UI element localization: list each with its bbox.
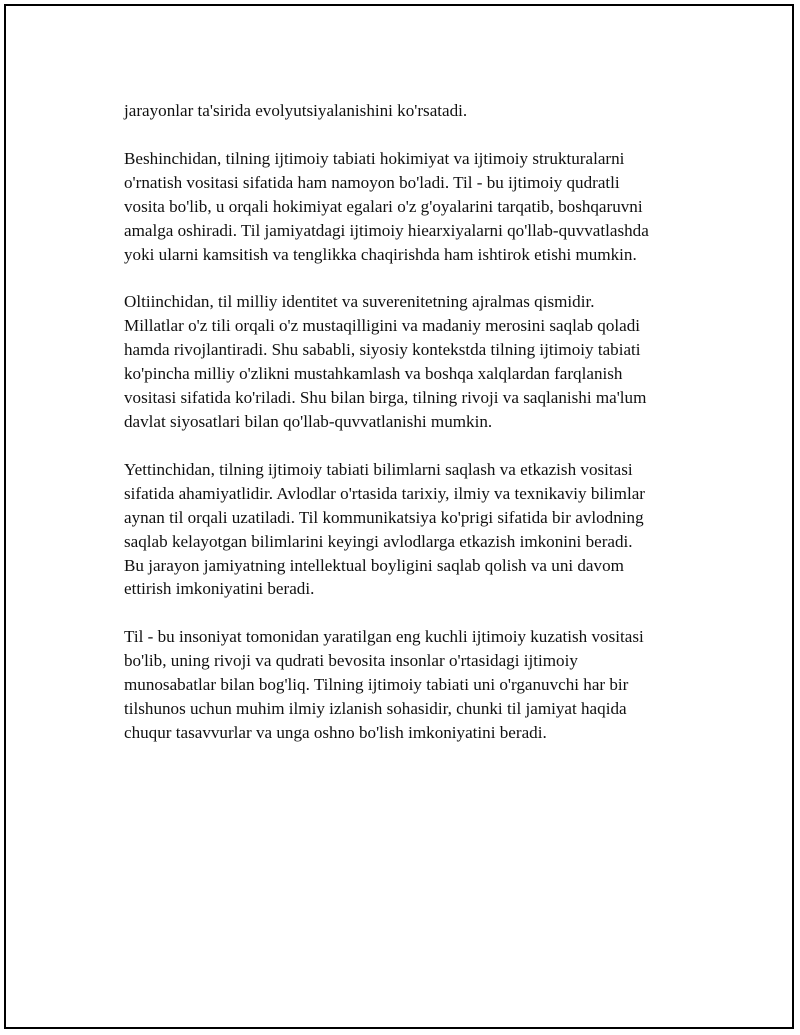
paragraph-line: aynan til orqali uzatiladi. Til kommunikatsiya ko'prigi sifatida bir avlodning: [124, 507, 644, 527]
paragraph-line: tilshunos uchun muhim ilmiy izlanish sohasidir, chunki til jamiyat haqida: [124, 699, 627, 719]
document-body: [124, 99, 704, 769]
paragraph-3: [124, 290, 704, 433]
paragraph-line: vosita bo'lib, u orqali hokimiyat egalari o'z g'oyalarini tarqatib, boshqaruvni: [124, 196, 643, 216]
paragraph-line: ko'pincha milliy o'zlikni mustahkamlash va boshqa xalqlardan farqlanish: [124, 364, 623, 384]
paragraph-line: yoki ularni kamsitish va tenglikka chaqirishda ham ishtirok etishi mumkin.: [124, 244, 637, 264]
paragraph-line: bo'lib, uning rivoji va qudrati bevosita insonlar o'rtasidagi ijtimoiy: [124, 651, 578, 671]
paragraph-line: chuqur tasavvurlar va unga oshno bo'lish imkoniyatini beradi.: [124, 722, 547, 742]
paragraph-line: Bu jarayon jamiyatning intellektual boyligini saqlab qolish va uni davom: [124, 555, 624, 575]
paragraph-line: Yettinchidan, tilning ijtimoiy tabiati bilimlarni saqlash va etkazish vositasi: [124, 459, 633, 479]
paragraph-line: ettirish imkoniyatini beradi.: [124, 579, 315, 599]
paragraph-line: amalga oshiradi. Til jamiyatdagi ijtimoiy hiearxiyalarni qo'llab-quvvatlashda: [124, 220, 649, 240]
paragraph-line: Oltiinchidan, til milliy identitet va suverenitetning ajralmas qismidir.: [124, 292, 595, 312]
paragraph-line: Til - bu insoniyat tomonidan yaratilgan eng kuchli ijtimoiy kuzatish vositasi: [124, 627, 644, 647]
paragraph-line: sifatida ahamiyatlidir. Avlodlar o'rtasida tarixiy, ilmiy va texnikaviy bilimlar: [124, 483, 645, 503]
paragraph-line: munosabatlar bilan bog'liq. Tilning ijtimoiy tabiati uni o'rganuvchi har bir: [124, 675, 629, 695]
paragraph-5: [124, 625, 704, 745]
paragraph-4: [124, 458, 704, 601]
paragraph-1: [124, 99, 704, 123]
paragraph-line: hamda rivojlantiradi. Shu sababli, siyosiy kontekstda tilning ijtimoiy tabiati: [124, 340, 641, 360]
paragraph-line: saqlab kelayotgan bilimlarini keyingi avlodlarga etkazish imkonini beradi.: [124, 531, 633, 551]
paragraph-line: Millatlar o'z tili orqali o'z mustaqilligini va madaniy merosini saqlab qoladi: [124, 316, 641, 336]
paragraph-line: o'rnatish vositasi sifatida ham namoyon bo'ladi. Til - bu ijtimoiy qudratli: [124, 172, 620, 192]
paragraph-line: vositasi sifatida ko'riladi. Shu bilan birga, tilning rivoji va saqlanishi ma'lum: [124, 388, 647, 408]
paragraph-line: davlat siyosatlari bilan qo'llab-quvvatlanishi mumkin.: [124, 411, 493, 431]
paragraph-2: [124, 147, 704, 267]
page-frame: [4, 4, 794, 1029]
paragraph-line: jarayonlar ta'sirida evolyutsiyalanishini ko'rsatadi.: [124, 101, 468, 120]
paragraph-line: Beshinchidan, tilning ijtimoiy tabiati hokimiyat va ijtimoiy strukturalarni: [124, 148, 625, 168]
